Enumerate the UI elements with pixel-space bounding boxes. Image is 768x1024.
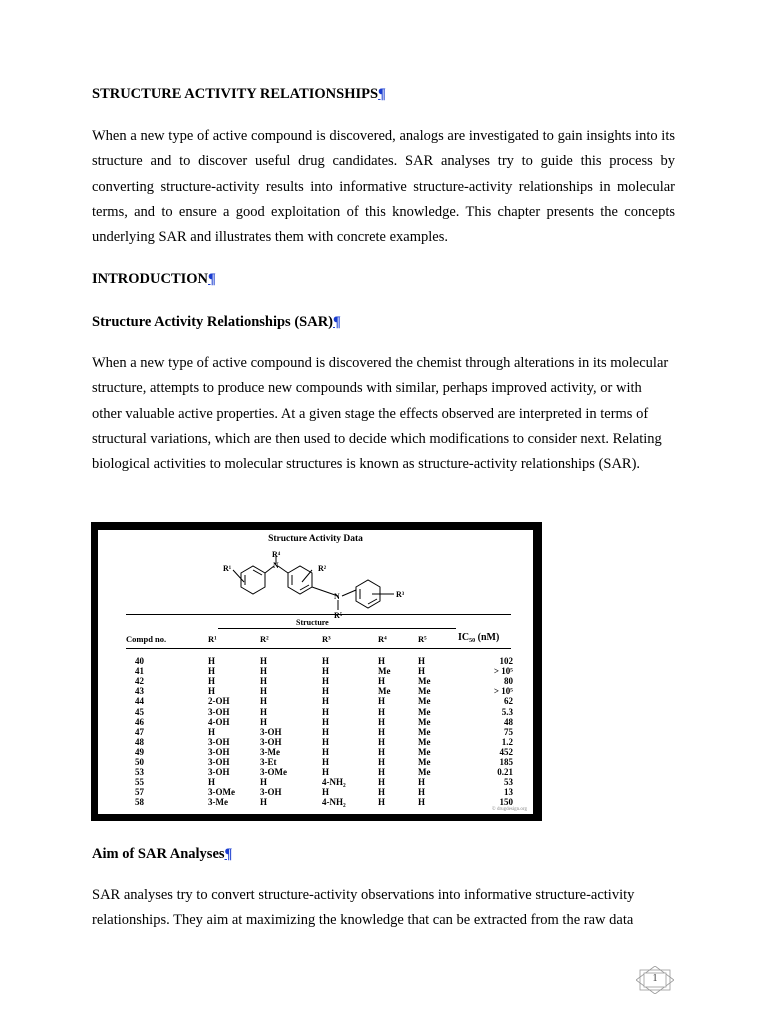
table-cell: 41 <box>135 666 144 677</box>
paragraph-mark-icon[interactable]: ¶ <box>224 846 233 862</box>
table-cell: H <box>378 757 386 767</box>
table-cell: H <box>322 736 330 747</box>
column-header-r3: R³ <box>322 634 331 644</box>
table-cell: 3-OMe <box>260 767 287 778</box>
table-top-rule <box>126 614 511 615</box>
figure-content <box>98 530 533 814</box>
structure-group-label: Structure <box>296 618 329 627</box>
aim-subheading-text: Aim of SAR Analyses <box>92 846 225 862</box>
table-cell: 452 <box>499 746 513 757</box>
table-cell: 3-OH <box>208 736 230 747</box>
table-cell: 46 <box>135 716 144 727</box>
table-cell: H <box>208 666 216 677</box>
table-row <box>98 727 533 737</box>
structure-group-rule <box>218 628 456 629</box>
table-cell: H <box>322 656 330 666</box>
table-row <box>98 666 533 676</box>
table-cell: 185 <box>499 757 513 767</box>
table-cell: Me <box>418 696 431 707</box>
table-cell: H <box>260 686 268 697</box>
table-cell: H <box>378 787 386 798</box>
structure-activity-figure <box>91 522 542 821</box>
r3-label: R³ <box>396 590 405 599</box>
table-row <box>98 767 533 777</box>
main-heading-text: STRUCTURE ACTIVITY RELATIONSHIPS <box>92 86 379 102</box>
table-row <box>98 757 533 767</box>
table-cell: 48 <box>135 736 144 747</box>
sar-paragraph: When a new type of active compound is discovered the chemist through alterations in its molecular structure, attempts to produce new compounds with similar, perhaps improved activity, or with other valuable active properties. At a given stage the effects observed are interpreted in terms of structural variations, which are then used to decide which modifications to consider next. Relating biological activities to molecular structures is known as structure-activity relationships (SAR). <box>92 355 669 473</box>
table-cell: H <box>378 696 386 707</box>
table-cell: Me <box>418 736 431 747</box>
table-cell: 50 <box>135 757 144 767</box>
table-cell: 55 <box>135 777 144 788</box>
r5-label: R⁵ <box>334 611 343 620</box>
table-cell: 3-Me <box>260 746 280 757</box>
table-cell: H <box>322 696 330 707</box>
table-cell: H <box>260 797 268 808</box>
table-row <box>98 696 533 706</box>
table-cell: 13 <box>504 787 513 798</box>
table-cell: H <box>322 706 330 717</box>
table-cell: H <box>322 746 330 757</box>
table-row <box>98 797 533 807</box>
table-cell: 53 <box>504 777 513 788</box>
table-row <box>98 676 533 686</box>
table-cell: 102 <box>499 656 513 666</box>
aim-subheading <box>92 846 232 863</box>
paragraph-mark-icon[interactable]: ¶ <box>333 314 341 330</box>
column-header-r2: R² <box>260 634 269 644</box>
table-cell: H <box>378 736 386 747</box>
figure-watermark: © drugdesign.org <box>491 807 527 812</box>
figure-title: Structure Activity Data <box>268 534 363 544</box>
table-cell: 2-OH <box>208 696 230 707</box>
table-cell: 42 <box>135 676 144 687</box>
table-cell: Me <box>418 686 431 697</box>
table-cell: 3-OH <box>208 706 230 717</box>
table-cell: 48 <box>504 716 513 727</box>
table-cell: H <box>260 666 268 677</box>
table-cell: Me <box>418 676 431 687</box>
table-cell: 1.2 <box>501 736 513 747</box>
table-cell: H <box>322 676 330 687</box>
table-cell: H <box>378 746 386 757</box>
table-cell: H <box>378 777 386 788</box>
n2-label: N <box>334 592 340 601</box>
table-cell: 44 <box>135 696 144 707</box>
table-cell: 45 <box>135 706 144 717</box>
table-cell: H <box>208 726 216 737</box>
table-cell: > 10⁵ <box>493 666 513 677</box>
introduction-heading <box>92 271 216 288</box>
table-cell: H <box>418 797 426 808</box>
column-header-r1: R¹ <box>208 634 217 644</box>
table-cell: 3-OH <box>260 736 282 747</box>
table-cell: 3-OH <box>260 787 282 798</box>
table-cell: 3-OH <box>208 757 230 767</box>
column-header-r4: R⁴ <box>378 634 387 644</box>
table-cell: Me <box>418 716 431 727</box>
table-cell: H <box>378 726 386 737</box>
table-cell: 57 <box>135 787 144 798</box>
table-cell: H <box>378 767 386 778</box>
table-cell: H <box>378 656 386 666</box>
column-header-ic50: IC₅₀ (nM) <box>458 632 500 643</box>
table-row <box>98 777 533 787</box>
paragraph-mark-icon[interactable]: ¶ <box>208 271 216 287</box>
table-cell: H <box>378 676 386 687</box>
table-cell: H <box>322 757 330 767</box>
r2-label: R² <box>318 564 327 573</box>
r1-label: R¹ <box>223 564 232 573</box>
table-cell: 53 <box>135 767 144 778</box>
column-header-r5: R⁵ <box>418 634 427 644</box>
table-cell: H <box>322 666 330 677</box>
table-row <box>98 717 533 727</box>
n1-label: N <box>273 561 279 570</box>
table-cell: 75 <box>504 726 513 737</box>
intro-paragraph: When a new type of active compound is discovered, analogs are investigated to gain insights into its structure and to discover useful drug candidates. SAR analyses try to guide this process by converting structure-activity results into informative structure-activity relationships in molecular terms, and to ensure a good exploitation of this knowledge. This chapter presents the concepts underlying SAR and illustrates them with concrete examples. <box>92 128 675 246</box>
table-cell: H <box>418 787 426 798</box>
column-header-compd: Compd no. <box>126 634 167 644</box>
table-row <box>98 656 533 666</box>
table-cell: H <box>418 777 426 788</box>
sar-subheading-text: Structure Activity Relationships (SAR) <box>92 314 333 330</box>
table-cell: 3-Me <box>208 797 228 808</box>
table-cell: > 10⁵ <box>493 686 513 697</box>
sar-subheading <box>92 314 341 331</box>
table-header-rule <box>126 648 511 649</box>
table-cell: H <box>322 787 330 798</box>
table-cell: 80 <box>504 676 513 687</box>
table-cell: H <box>418 656 426 666</box>
table-cell: Me <box>418 746 431 757</box>
table-cell: 3-OMe <box>208 787 235 798</box>
table-cell: H <box>378 797 386 808</box>
paragraph-mark-icon[interactable]: ¶ <box>378 86 386 102</box>
table-cell: H <box>378 716 386 727</box>
r4-label: R⁴ <box>272 550 281 559</box>
table-cell: Me <box>378 686 391 697</box>
table-cell: Me <box>418 726 431 737</box>
table-cell: H <box>260 706 268 717</box>
table-cell: 3-OH <box>208 767 230 778</box>
table-row <box>98 686 533 696</box>
table-cell: H <box>208 777 216 788</box>
table-cell: 40 <box>135 656 144 666</box>
table-cell: 4-OH <box>208 716 230 727</box>
aim-paragraph: SAR analyses try to convert structure-activity observations into informative structure-activity relationships. They aim at maximizing the knowledge that can be extracted from the raw data <box>92 887 635 929</box>
table-cell: Me <box>418 706 431 717</box>
table-row <box>98 747 533 757</box>
table-cell: 5.3 <box>501 706 513 717</box>
table-cell: H <box>322 686 330 697</box>
table-cell: 49 <box>135 746 144 757</box>
table-row <box>98 787 533 797</box>
table-cell: H <box>322 716 330 727</box>
table-cell: 3-OH <box>208 746 230 757</box>
table-cell: 47 <box>135 726 144 737</box>
introduction-heading-text: INTRODUCTION <box>92 271 209 287</box>
table-cell: 43 <box>135 686 144 697</box>
table-cell: H <box>418 666 426 677</box>
table-cell: H <box>260 696 268 707</box>
table-cell: Me <box>378 666 391 677</box>
table-cell: H <box>378 706 386 717</box>
table-cell: H <box>260 716 268 727</box>
table-cell: Me <box>418 767 431 778</box>
table-row <box>98 707 533 717</box>
table-cell: H <box>322 767 330 778</box>
page-number-badge <box>636 966 674 994</box>
table-cell: 150 <box>499 797 513 808</box>
table-cell: 3-OH <box>260 726 282 737</box>
main-heading <box>92 86 386 103</box>
table-cell: H <box>260 777 268 788</box>
table-cell: Me <box>418 757 431 767</box>
page-number: 1 <box>652 973 658 984</box>
table-cell: 62 <box>504 696 513 707</box>
table-cell: H <box>260 656 268 666</box>
table-cell: H <box>322 726 330 737</box>
table-cell: 4-NH₂ <box>322 797 346 808</box>
table-cell: 0.21 <box>497 767 513 778</box>
table-cell: H <box>208 676 216 687</box>
table-cell: 58 <box>135 797 144 808</box>
table-cell: H <box>208 656 216 666</box>
table-row <box>98 737 533 747</box>
table-cell: 3-Et <box>260 757 277 767</box>
table-cell: 4-NH₂ <box>322 777 346 788</box>
table-cell: H <box>260 676 268 687</box>
table-cell: H <box>208 686 216 697</box>
